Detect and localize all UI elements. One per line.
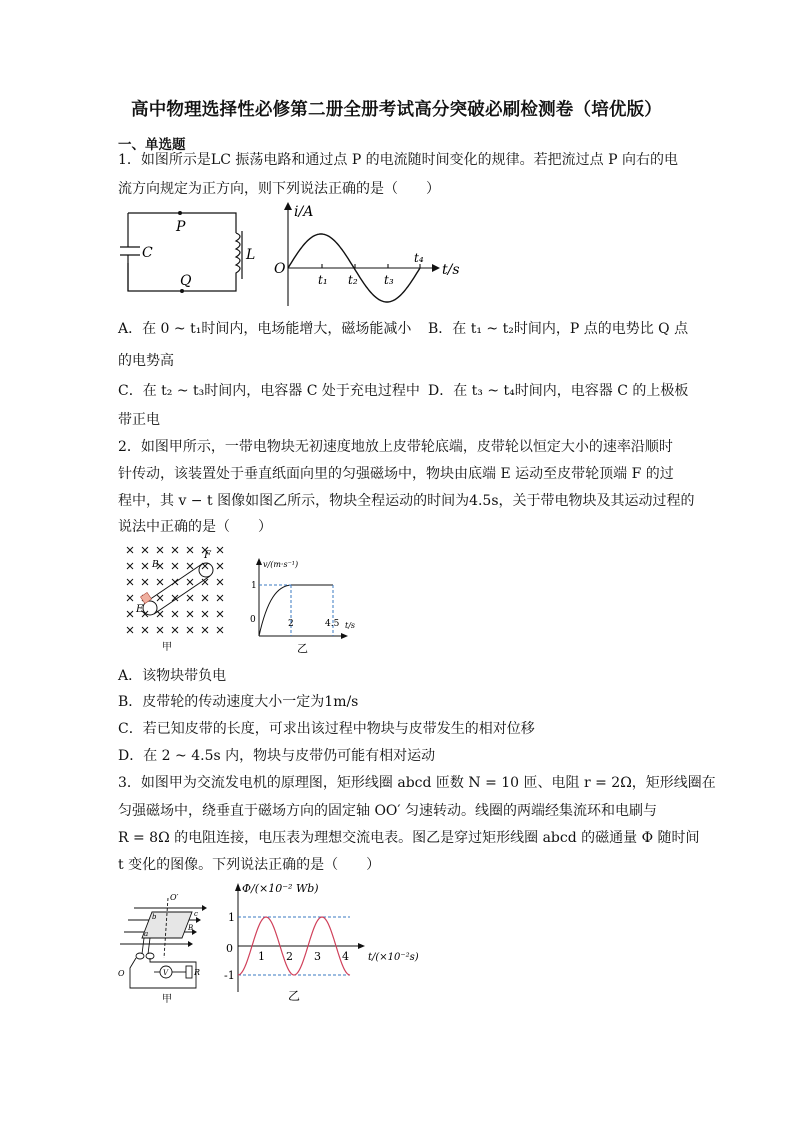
section-heading: 一、单选题 [118, 137, 186, 153]
flux-x-tick-1: 1 [258, 950, 265, 963]
point-p-label: P [176, 219, 186, 235]
figure-yi-caption: 乙 [297, 642, 308, 654]
inductor-label: L [246, 247, 256, 263]
vt-origin-label: 0 [250, 615, 256, 625]
flux-x-tick-3: 3 [314, 950, 321, 963]
flux-time-graph [224, 880, 434, 1004]
vt-y-label: v/(m·s⁻¹) [263, 560, 299, 569]
flux-x-tick-2: 2 [286, 950, 293, 963]
q3-stem-line-4: t 变化的图像。下列说法正确的是（ ） [118, 857, 381, 873]
point-e-label: E [136, 604, 144, 615]
point-q-label: Q [180, 273, 192, 289]
t4-label: t₄ [414, 251, 424, 265]
vt-x-tick-2: 2 [288, 619, 294, 629]
field-b-label: B [152, 560, 159, 570]
field-b-label-q3: B [188, 924, 194, 932]
q2-stem-line-3: 程中，其 v − t 图像如图乙所示，物块全程运动的时间为4.5s，关于带电物块及其运动过程的 [118, 493, 695, 509]
q2-option-b[interactable]: B．皮带轮的传动速度大小一定为1m/s [118, 694, 359, 710]
q1-option-d[interactable]: D．在 t₃ ~ t₄时间内，电容器 C 的上极板 [428, 383, 689, 399]
coil-b-label: b [152, 913, 157, 921]
q2-option-c[interactable]: C．若已知皮带的长度，可求出该过程中物块与皮带发生的相对位移 [118, 721, 535, 737]
capacitor-label: C [142, 245, 153, 261]
figure-jia-caption: 甲 [162, 642, 172, 653]
page-title: 高中物理选择性必修第二册全册考试高分突破必刷检测卷（培优版） [131, 100, 662, 120]
velocity-time-graph [245, 556, 365, 654]
t1-label: t₁ [318, 273, 328, 287]
flux-y-tick-1: 1 [228, 911, 235, 924]
q1-option-b[interactable]: B．在 t₁ ~ t₂时间内，P 点的电势比 Q 点 [428, 321, 689, 337]
flux-origin-label: 0 [226, 942, 233, 955]
q1-option-b-cont: 的电势高 [118, 353, 174, 369]
vt-y-tick-1: 1 [251, 581, 257, 591]
vt-x-tick-4-5: 4.5 [325, 619, 340, 629]
q2-option-d[interactable]: D．在 2 ~ 4.5s 内，物块与皮带仍可能有相对运动 [118, 748, 436, 764]
vt-x-label: t/s [345, 621, 356, 630]
q1-option-c[interactable]: C．在 t₂ ~ t₃时间内，电容器 C 处于充电过程中 [118, 383, 420, 399]
flux-x-label: t/(×10⁻²s) [368, 952, 419, 963]
q2-stem-line-4: 说法中正确的是（ ） [118, 519, 272, 535]
q1-stem-line-2: 流方向规定为正方向，则下列说法正确的是（ ） [118, 181, 440, 197]
q2-stem-line-1: 2．如图甲所示，一带电物块无初速度地放上皮带轮底端，皮带轮以恒定大小的速率沿顺时 [118, 439, 673, 455]
conveyor-belt-figure [120, 542, 230, 654]
q3-stem-line-3: R = 8Ω 的电阻连接，电压表为理想交流电表。图乙是穿过矩形线圈 abcd 的磁通量 Φ 随时间 [118, 830, 700, 846]
graph-y-label: i/A [294, 204, 314, 220]
charged-block [140, 592, 151, 603]
q2-option-a[interactable]: A．该物块带负电 [118, 668, 227, 684]
coil-c-label: c [194, 910, 198, 918]
resistor-label: R [194, 968, 201, 977]
q2-stem-line-2: 针传动，该装置处于垂直纸面向里的匀强磁场中，物块由底端 E 运动至皮带轮顶端 F 的过 [118, 466, 674, 482]
t2-label: t₂ [348, 273, 358, 287]
q1-option-d-cont: 带正电 [118, 412, 160, 428]
axis-o-label: O [118, 969, 125, 978]
flux-y-tick-neg1: -1 [224, 969, 235, 982]
coil-a-label: a [144, 930, 149, 938]
q3-stem-line-1: 3．如图甲为交流发电机的原理图，矩形线圈 abcd 匝数 N = 10 匝、电阻 r = 2Ω，矩形线圈在 [118, 775, 716, 791]
figure-yi-caption-q3: 乙 [288, 989, 301, 1003]
flux-y-label: Φ/(×10⁻² Wb) [242, 882, 319, 895]
point-f-label: F [204, 550, 211, 561]
graph-origin-label: O [274, 261, 286, 277]
point-p-dot [178, 211, 182, 215]
q1-option-a[interactable]: A．在 0 ~ t₁时间内，电场能增大，磁场能减小 [118, 321, 412, 337]
q3-stem-line-2: 匀强磁场中，绕垂直于磁场方向的固定轴 OO′ 匀速转动。线圈的两端经集流环和电刷与 [118, 803, 658, 819]
lc-circuit-figure [118, 205, 258, 297]
current-time-graph [270, 200, 470, 310]
ac-generator-figure [114, 892, 214, 1008]
flux-x-tick-4: 4 [342, 950, 349, 963]
axis-o-prime-label: O′ [170, 893, 179, 902]
graph-x-label: t/s [442, 262, 460, 278]
q1-stem-line-1: 1．如图所示是LC 振荡电路和通过点 P 的电流随时间变化的规律。若把流过点 P 向右的电 [118, 152, 679, 168]
voltmeter-label: V [163, 969, 169, 977]
t3-label: t₃ [384, 273, 394, 287]
point-q-dot [180, 289, 184, 293]
figure-jia-caption-q3: 甲 [162, 994, 172, 1005]
